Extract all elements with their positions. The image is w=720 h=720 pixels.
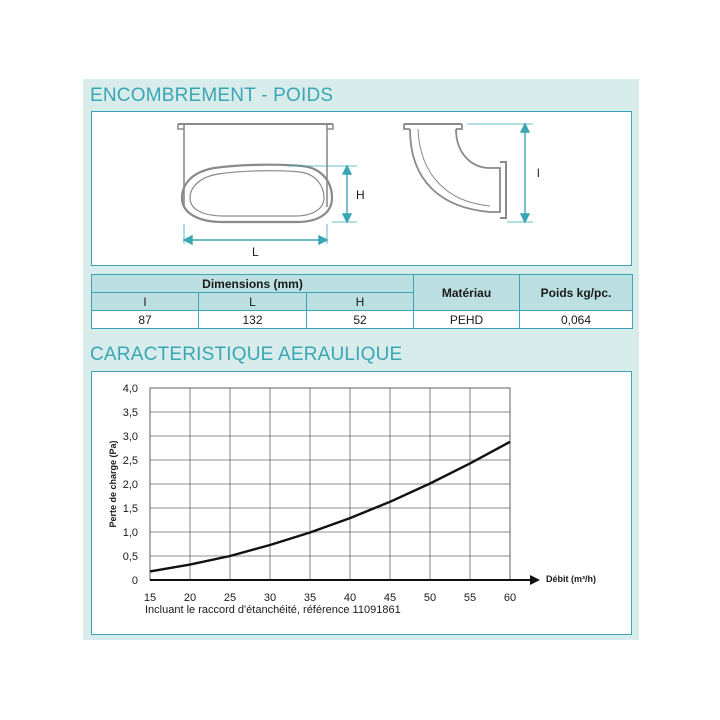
- y-tick-label: 0: [131, 575, 138, 587]
- x-tick-label: 50: [423, 592, 437, 604]
- chart-canvas: [92, 372, 631, 634]
- x-tick-label: 45: [383, 592, 397, 604]
- y-tick-label: 1,5: [122, 503, 138, 515]
- y-tick-label: 3,0: [122, 431, 138, 443]
- dimension-label-L: L: [252, 245, 259, 259]
- section-title-aeraulic: CARACTERISTIQUE AERAULIQUE: [90, 344, 403, 365]
- x-tick-label: 20: [183, 592, 197, 604]
- value-H: 52: [307, 311, 414, 329]
- value-L: 132: [199, 311, 307, 329]
- dimensions-weight-table: [91, 274, 633, 329]
- dimension-label-l: l: [537, 166, 540, 180]
- x-tick-label: 15: [143, 592, 157, 604]
- front-view-drawing: [178, 124, 333, 222]
- y-tick-label: 4,0: [122, 383, 138, 395]
- x-tick-label: 35: [303, 592, 317, 604]
- product-sheet-panel: [83, 79, 639, 640]
- column-header-L: L: [199, 293, 307, 311]
- x-tick-label: 25: [223, 592, 237, 604]
- column-header-l: l: [92, 293, 199, 311]
- x-axis-title: Débit (m³/h): [546, 574, 596, 584]
- value-weight: 0,064: [520, 311, 633, 329]
- x-tick-label: 30: [263, 592, 277, 604]
- y-tick-label: 0,5: [122, 551, 138, 563]
- value-l: 87: [92, 311, 199, 329]
- pressure-drop-curve: [150, 442, 510, 572]
- y-tick-label: 2,5: [122, 455, 138, 467]
- side-view-drawing: [404, 124, 506, 218]
- y-tick-label: 3,5: [122, 407, 138, 419]
- value-material: PEHD: [414, 311, 520, 329]
- y-tick-label: 2,0: [122, 479, 138, 491]
- technical-drawing: [91, 111, 632, 266]
- x-tick-label: 60: [503, 592, 517, 604]
- chart-footnote: Incluant le raccord d'étanchéité, référence 11091861: [145, 604, 401, 616]
- dimension-label-H: H: [356, 188, 365, 202]
- y-tick-label: 1,0: [122, 527, 138, 539]
- x-tick-label: 55: [463, 592, 477, 604]
- x-tick-label: 40: [343, 592, 357, 604]
- pressure-drop-chart: [91, 371, 632, 635]
- weight-header: Poids kg/pc.: [520, 275, 633, 311]
- y-axis-title: Perte de charge (Pa): [108, 440, 118, 528]
- x-axis-arrow-icon: [530, 575, 540, 585]
- material-header: Matériau: [414, 275, 520, 311]
- dimensions-header: Dimensions (mm): [92, 275, 414, 293]
- column-header-H: H: [307, 293, 414, 311]
- section-title-dimensions: ENCOMBREMENT - POIDS: [90, 85, 334, 106]
